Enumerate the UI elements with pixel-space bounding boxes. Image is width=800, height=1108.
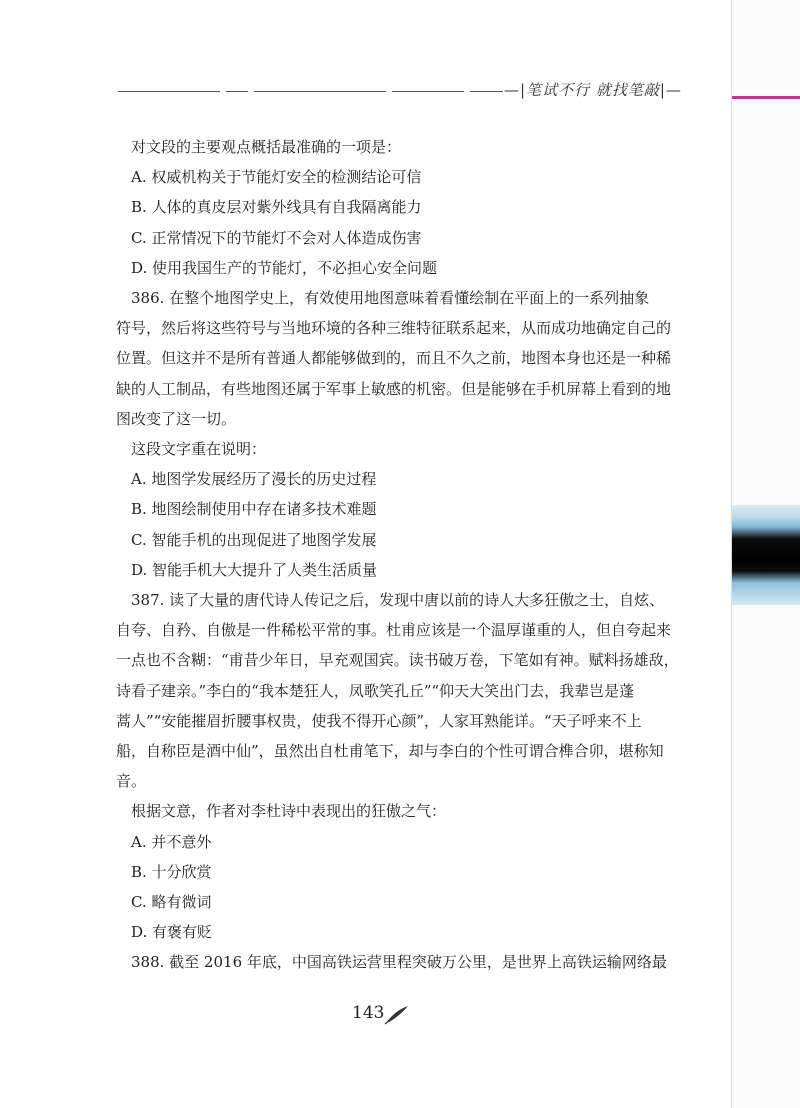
option-line: B. 人体的真皮层对紫外线具有自我隔离能力 (131, 198, 422, 217)
option-line: C. 智能手机的出现促进了地图学发展 (131, 530, 377, 549)
quill-pen-icon (384, 1005, 410, 1025)
question-387: 387. 读了大量的唐代诗人传记之后，发现中唐以前的诗人大多狂傲之士，自炫、 (131, 591, 665, 610)
paragraph-line: 蒿人”“安能摧眉折腰事权贵，使我不得开心颜”，人家耳熟能详。“天子呼来不上 (116, 711, 642, 730)
option-line: A. 权威机构关于节能灯安全的检测结论可信 (131, 168, 422, 187)
paragraph-line: 符号，然后将这些符号与当地环境的各种三维特征联系起来，从而成功地确定自己的 (116, 319, 672, 338)
option-line: D. 智能手机大大提升了人类生活质量 (131, 560, 378, 579)
paragraph-line: 诗看子建亲。”李白的“我本楚狂人，凤歌笑孔丘”“仰天大笑出门去，我辈岂是蓬 (116, 681, 635, 700)
option-line: A. 地图学发展经历了漫长的历史过程 (131, 470, 377, 489)
option-line: B. 十分欣赏 (131, 862, 212, 881)
paragraph-line: 位置。但这并不是所有普通人都能够做到的，而且不久之前，地图本身也还是一种稀 (116, 349, 672, 368)
paragraph-line: 缺的人工制品，有些地图还属于军事上敏感的机密。但是能够在手机屏幕上看到的地 (116, 379, 672, 398)
header-rule (118, 91, 503, 101)
option-line: C. 正常情况下的节能灯不会对人体造成伤害 (131, 228, 422, 247)
section-tab-mark (732, 96, 800, 99)
question-text (116, 132, 679, 978)
option-line: D. 有褒有贬 (131, 923, 213, 942)
page-number: 143 (352, 1003, 385, 1023)
option-line: D. 使用我国生产的节能灯，不必担心安全问题 (131, 258, 438, 277)
paragraph-line: 音。 (116, 772, 147, 791)
header-slogan: —|笔试不行 就找笔敲|— (504, 81, 682, 99)
question-388: 388. 截至 2016 年底，中国高铁运营里程突破万公里，是世界上高铁运输网络最 (131, 953, 667, 972)
option-line: A. 并不意外 (131, 832, 212, 851)
paragraph-line: 一点也不含糊：“甫昔少年日，早充观国宾。读书破万卷，下笔如有神。赋料扬雄敌， (116, 651, 679, 670)
paragraph-line: 船，自称臣是酒中仙”，虽然出自杜甫笔下，却与李白的个性可谓合榫合卯，堪称知 (116, 742, 664, 761)
paragraph-line: 自夸、自矜、自傲是一件稀松平常的事。杜甫应该是一个温厚谨重的人，但自夸起来 (116, 621, 672, 640)
stem-line: 根据文意，作者对李杜诗中表现出的狂傲之气： (131, 802, 447, 821)
paragraph-line: 图改变了这一切。 (116, 409, 237, 428)
option-line: C. 略有微词 (131, 893, 212, 912)
stem-line: 这段文字重在说明： (131, 440, 267, 459)
stem-line: 对文段的主要观点概括最准确的一项是： (131, 138, 402, 156)
question-386: 386. 在整个地图学史上，有效使用地图意味着看懂绘制在平面上的一系列抽象 (131, 289, 650, 308)
option-line: B. 地图绘制使用中存在诸多技术难题 (131, 500, 377, 519)
thumb-index-band (732, 505, 800, 605)
